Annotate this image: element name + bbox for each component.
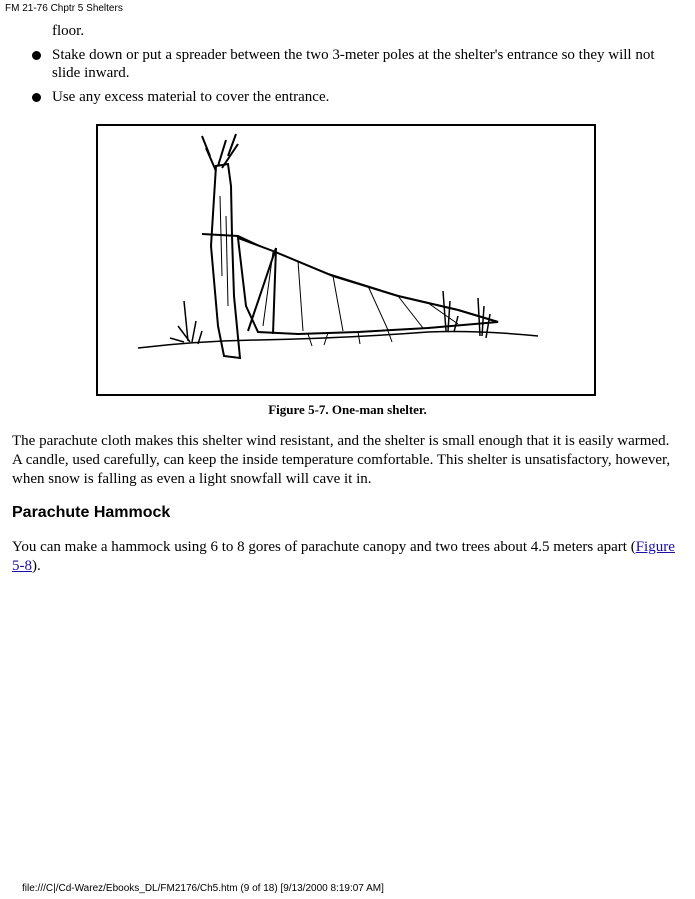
section-text-end: ). xyxy=(32,558,41,574)
figure-caption: Figure 5-7. One-man shelter. xyxy=(268,402,427,417)
continuation-text: floor. xyxy=(52,23,85,39)
bullet-item xyxy=(20,46,680,82)
section-heading: Parachute Hammock xyxy=(12,504,171,521)
body-paragraph: The parachute cloth makes this shelter wind resistant, and the shelter is small enough that it is easily warmed. A candle, used carefully, can keep the inside temperature comfortable. This shelter is unsatisfactory, however, when snow is falling as even a light snowfall will cave it in. xyxy=(12,433,671,487)
bullet-text: Stake down or put a spreader between the two 3-meter poles at the shelter's entrance so they will not slide inward. xyxy=(52,47,655,81)
figure-5-8-link[interactable]: Figure 5-8 xyxy=(12,539,675,574)
bullet-item xyxy=(20,88,680,106)
page-footer: file:///C|/Cd-Warez/Ebooks_DL/FM2176/Ch5.htm (9 of 18) [9/13/2000 8:19:07 AM] xyxy=(22,883,384,894)
bullet-icon xyxy=(32,93,41,102)
bullet-text: Use any excess material to cover the entrance. xyxy=(52,89,330,105)
figure-frame xyxy=(96,124,596,396)
section-text: You can make a hammock using 6 to 8 gores of parachute canopy and two trees about 4.5 meters apart ( xyxy=(12,539,636,555)
page-header: FM 21-76 Chptr 5 Shelters xyxy=(5,3,123,14)
section-paragraph xyxy=(12,538,682,576)
bullet-icon xyxy=(32,51,41,60)
bullet-list xyxy=(20,46,680,112)
one-man-shelter-illustration xyxy=(98,126,598,398)
